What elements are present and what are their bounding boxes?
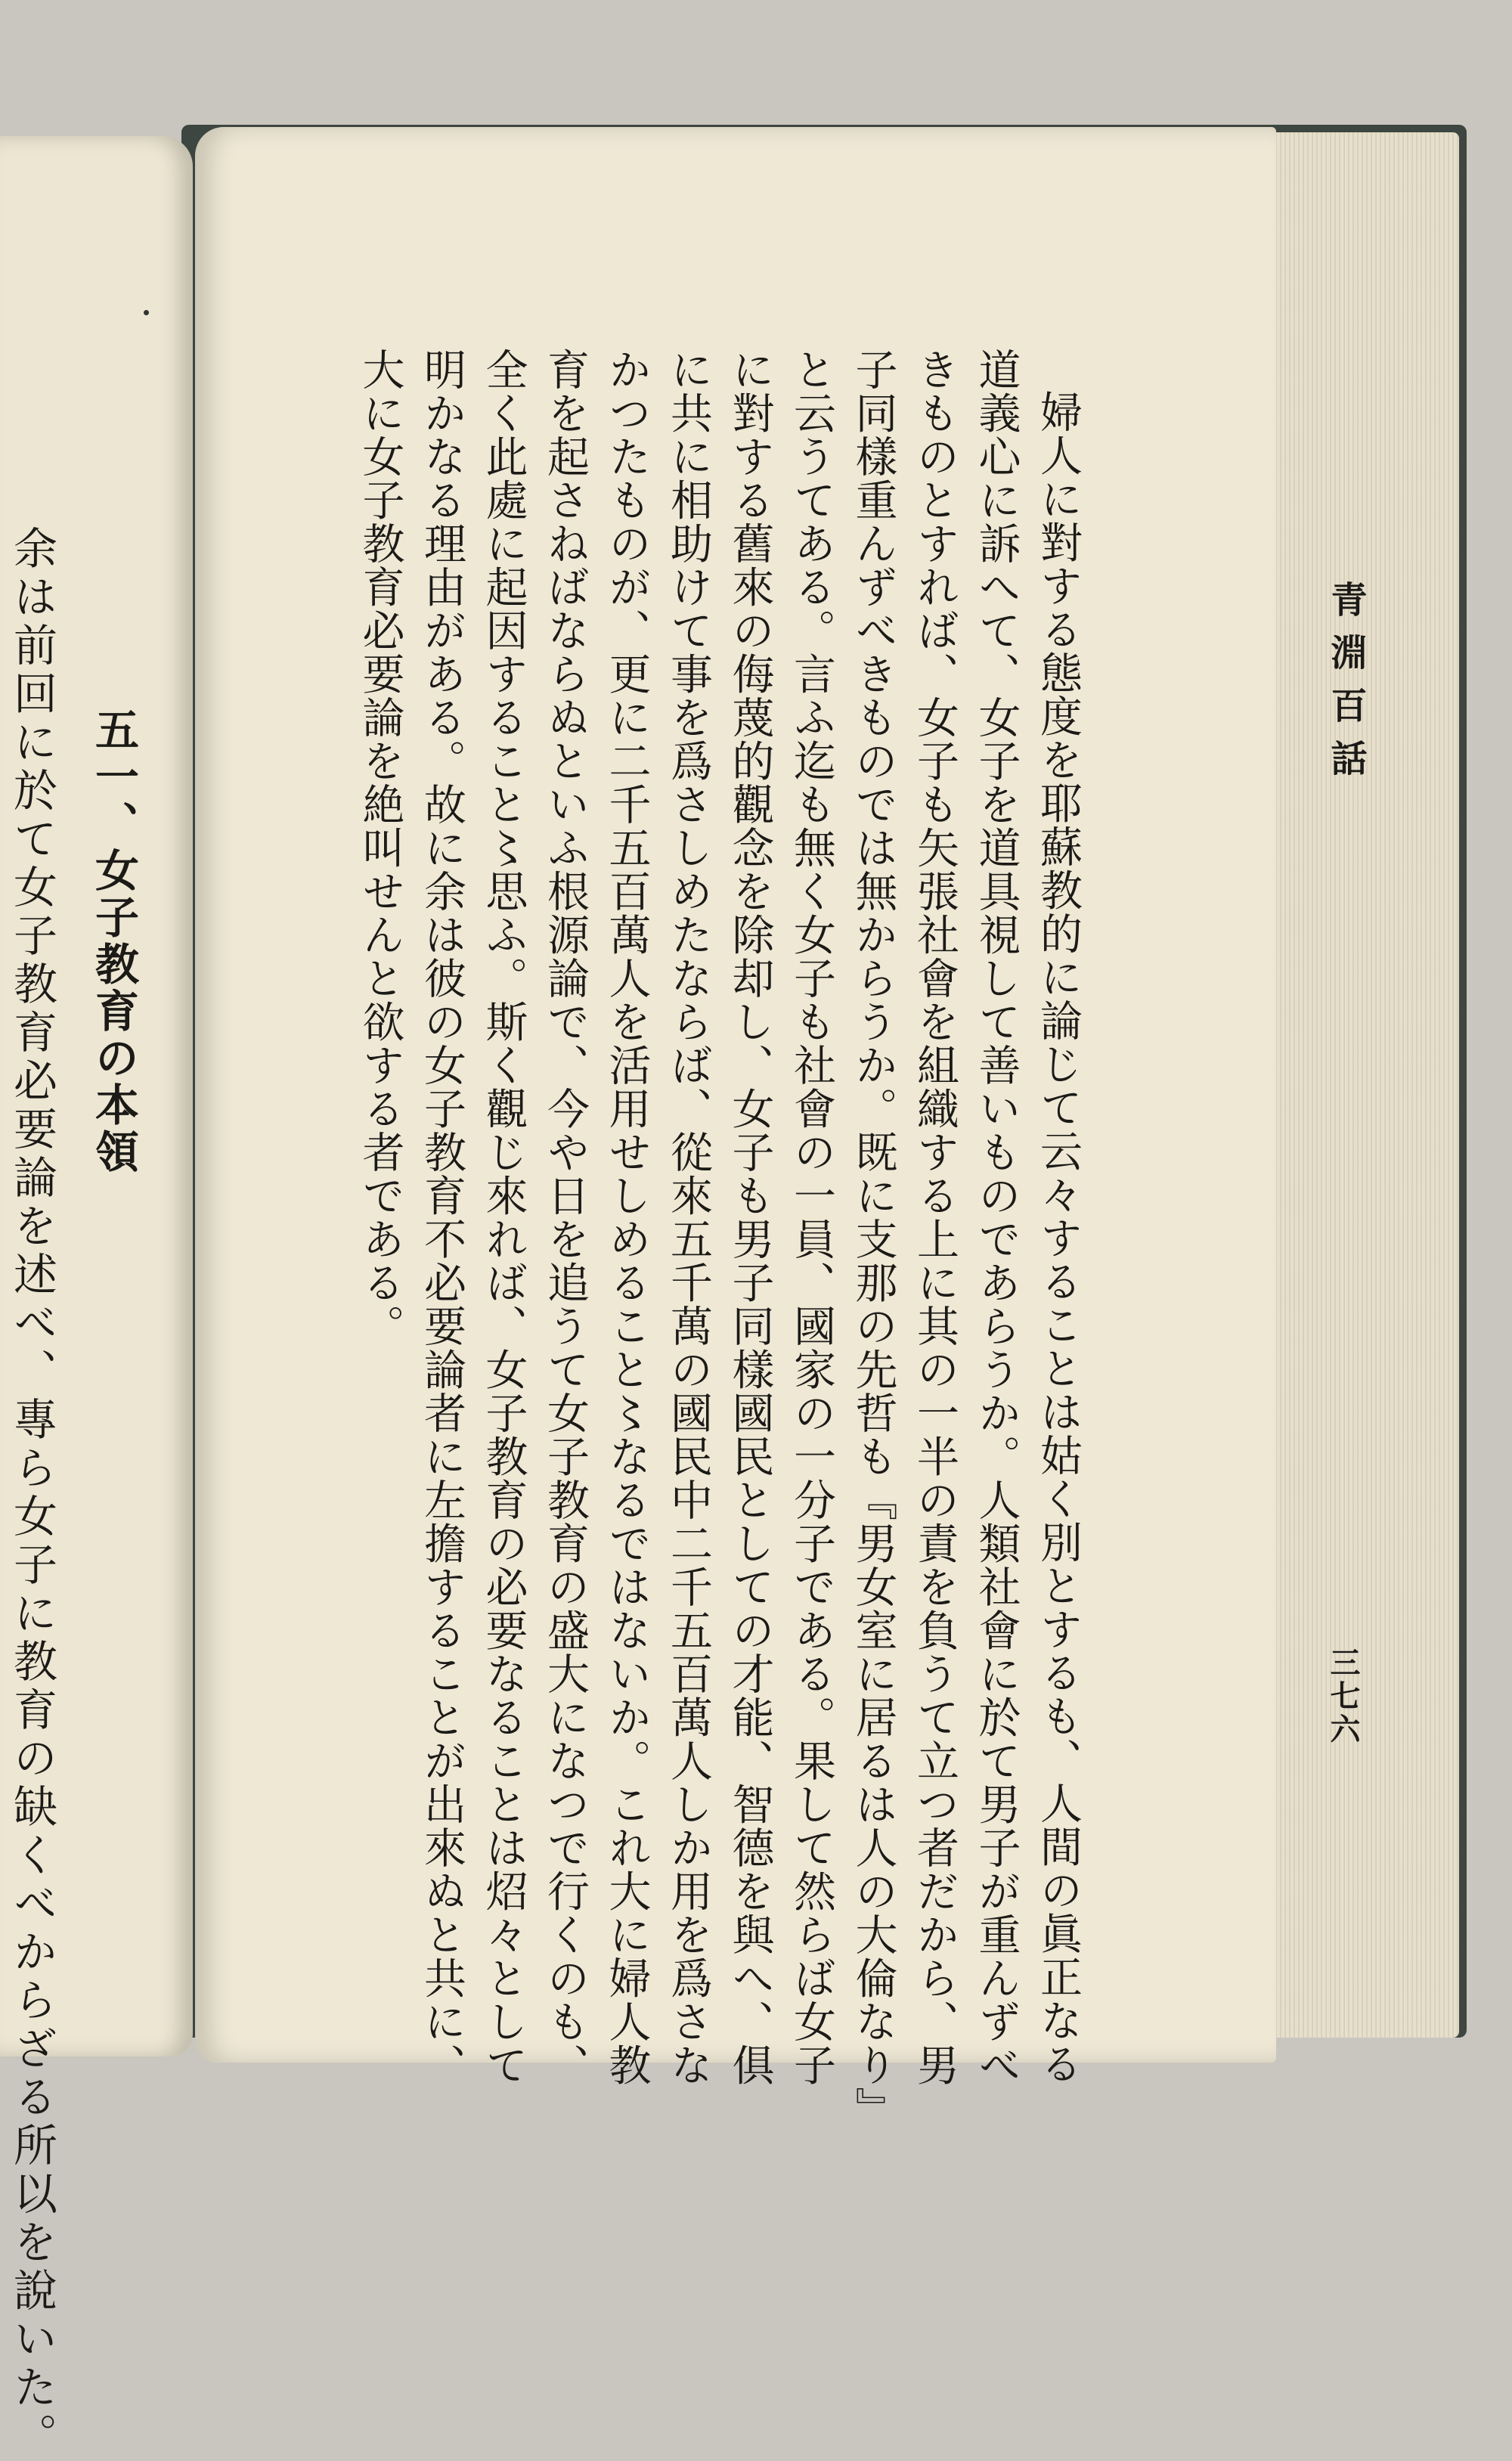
- body-line: と云うてある。言ふ迄も無く女子も社會の一員、國家の一分子である。果して然らば女子: [787, 348, 836, 2087]
- body-text: [340, 348, 1089, 2131]
- body-line: に對する舊來の侮蔑的觀念を除却し、女子も男子同樣國民としての才能、智德を與へ、俱: [725, 348, 775, 2087]
- left-page-body-line: 余は前回に於て女子教育必要論を述べ、專ら女子に教育の缺くべからざる所以を說いた。: [6, 525, 57, 2461]
- body-line: かつたものが、更に二千五百萬人を活用せしめること〻なるではないか。これ大に婦人教: [602, 348, 652, 2087]
- page-number: 三七六: [1325, 1647, 1361, 1747]
- left-page: [0, 136, 193, 2461]
- body-line: 子同樣重んずべきものでは無からうか。既に支那の先哲も『男女室に居るは人の大倫なり』: [848, 348, 898, 2131]
- body-line: 育を起さねばならぬといふ根源論で、今や日を追うて女子教育の盛大になつで行くのも、: [541, 348, 590, 2087]
- section-heading: 五一、女子教育の本領: [88, 707, 139, 1176]
- body-line: きものとすれば、女子も矢張社會を組織する上に其の一半の責を負うて立つ者だから、男: [910, 348, 959, 2087]
- page-edges: [1255, 132, 1459, 2038]
- body-line: 大に女子教育必要論を絶叫せんと欲する者である。: [355, 348, 405, 1348]
- body-line: 婦人に對する態度を耶蘇教的に論じて云々することは姑く別とするも、人間の眞正なる: [1033, 390, 1083, 2086]
- ink-speck: [144, 310, 149, 315]
- body-line: 全く此處に起因すること〻思ふ。斯く觀じ來れば、女子教育の必要なることは炤々として: [479, 348, 528, 2087]
- body-line: 明かなる理由がある。故に余は彼の女子教育不必要論者に左擔することが出來ぬと共に、: [417, 348, 466, 2087]
- running-header-title: 青淵百話: [1325, 581, 1367, 792]
- body-line: に共に相助けて事を爲さしめたならば、從來五千萬の國民中二千五百萬人しか用を爲さな: [664, 348, 713, 2087]
- body-line: 道義心に訴へて、女子を道具視して善いものであらうか。人類社會に於て男子が重んずべ: [971, 348, 1021, 2087]
